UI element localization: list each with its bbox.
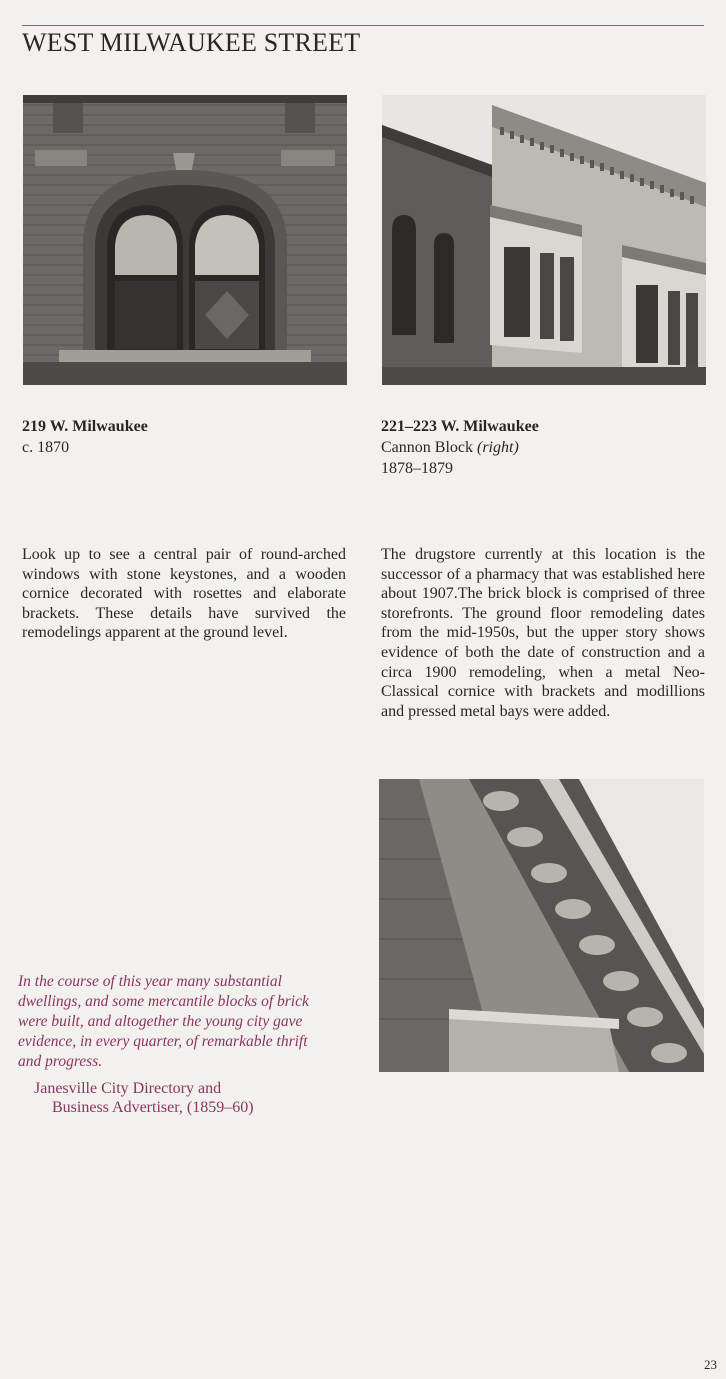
historical-quote: In the course of this year many substantial dwellings, and some mercantile blocks of brick were built, and altogether the young city gave evidence, in every quarter, of remarkable thrift and progress. — [18, 973, 309, 1070]
page-number: 23 — [704, 1357, 717, 1372]
description-219: Look up to see a central pair of round-arched windows with stone keystones, and a wooden cornice decorated with rosettes and elaborate brackets. These details have survived the remodelings apparent at the ground level. — [22, 546, 346, 642]
caption-221-223-address: 221–223 W. Milwaukee — [381, 418, 539, 435]
caption-221-223 — [381, 416, 706, 479]
quote-source — [34, 1079, 334, 1117]
caption-219-date: c. 1870 — [22, 439, 70, 456]
caption-name-note: (right) — [477, 439, 519, 456]
header-rule — [22, 25, 704, 26]
photo-cornice-detail — [379, 779, 704, 1072]
caption-221-223-date: 1878–1879 — [381, 460, 453, 477]
description-221-223: The drugstore currently at this location is the successor of a pharmacy that was established here about 1907.The brick block is comprised of three storefronts. The ground floor remodeling dates from the mid-1950s, but the upper story shows evidence of both the date of construction and a circa 1900 remodeling, when a metal Neo-Classical cornice with brackets and modillions and pressed metal bays were added. — [381, 546, 705, 720]
quote-source-line1: Janesville City Directory and — [34, 1080, 222, 1097]
photo-arched-windows — [23, 95, 347, 385]
caption-building-name: Cannon Block — [381, 439, 473, 456]
quote-source-line2: Business Advertiser, (1859–60) — [52, 1099, 254, 1116]
caption-219 — [22, 416, 342, 458]
photo-cannon-block — [382, 95, 706, 385]
caption-219-address: 219 W. Milwaukee — [22, 418, 148, 435]
page-title: WEST MILWAUKEE STREET — [22, 28, 361, 57]
